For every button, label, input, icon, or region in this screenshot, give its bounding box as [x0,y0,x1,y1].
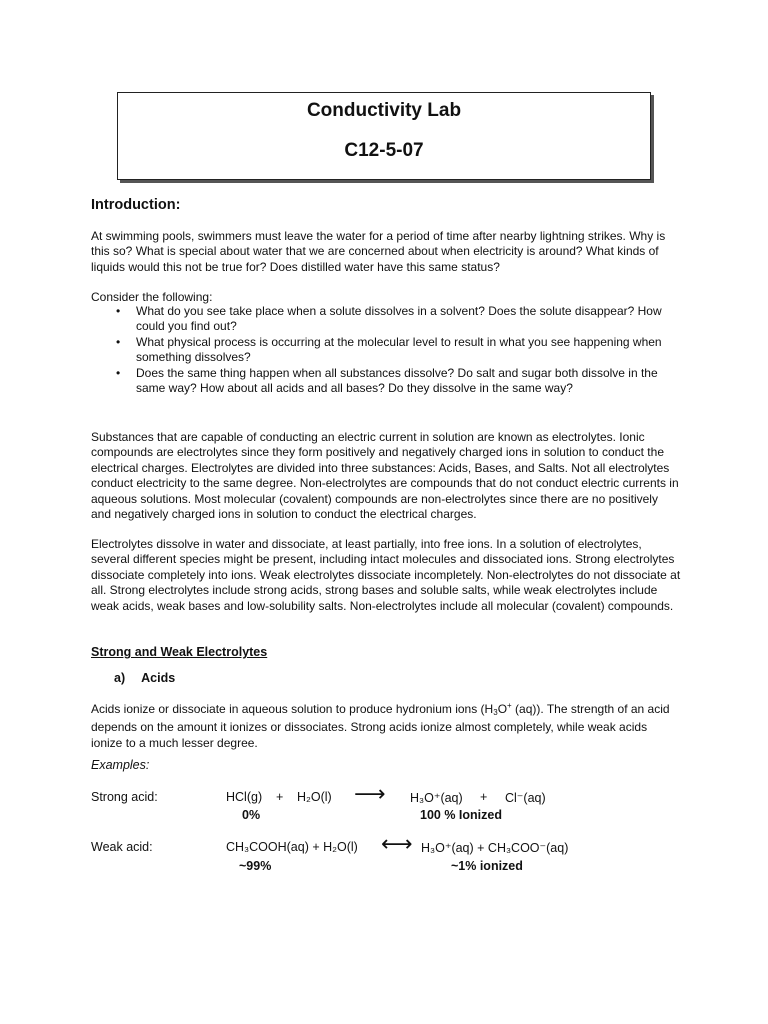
introduction-heading: Introduction: [91,197,181,213]
strong-reactant-2: H₂O(l) [297,790,332,804]
document-title: Conductivity Lab [306,100,462,121]
list-item-text: What do you see take place when a solute dissolves in a solvent? Does the solute disappear? How could you find out? [136,304,662,334]
dissociation-paragraph: Electrolytes dissolve in water and dissociate, at least partially, into free ions. In a solution of electrolytes, several different species might be present, including intact molecules and dissociated ions. Strong electrolytes dissociate completely into ions. Weak electrolytes dissociate incompletely. Non-electrolytes do not dissociate at all. Strong electrolytes include strong acids, strong bases and soluble salts, while weak electrolytes include weak acids, weak bases and low-solubility salts. Non-electrolytes include all molecular (covalent) compounds. [91,537,681,613]
acids-list-label: a) [114,671,126,685]
strong-reactant-percent: 0% [242,808,261,822]
weak-products: H₃O⁺(aq) + CH₃COO⁻(aq) [421,841,569,855]
list-item-text: Does the same thing happen when all substances dissolve? Do salt and sugar both dissolve in the same way? How about all acids and all bases? Do they dissolve in the same way? [136,365,658,396]
strong-acid-label: Strong acid: [91,790,158,804]
acids-paragraph: Acids ionize or dissociate in aqueous solution to produce hydronium ions ($H_3O^+$ (aq)). The strength of an acid depends on the amount it ionizes or dissociates. Strong acids ionize almost completely, while weak acids ionize to a much lesser degree. [91,701,670,750]
list-item [91,335,681,366]
equilibrium-arrow-icon: ⟷ [381,831,413,856]
examples-label: Examples: [91,758,150,772]
acids-title: Acids [141,671,176,685]
list-item-text: What physical process is occurring at the molecular level to result in what you see happening when something dissolves? [136,334,662,365]
bullet-icon: • [116,365,121,380]
strong-plus-1: + [276,790,284,804]
strong-product-percent: 100 % Ionized [420,808,502,822]
document-code: C12-5-07 [344,140,424,161]
weak-reactant-percent: ~99% [239,859,272,873]
list-item [91,304,681,335]
strong-weak-heading: Strong and Weak Electrolytes [91,645,268,659]
forward-arrow-icon: ⟶ [354,781,386,806]
strong-product-1: H₃O⁺(aq) [410,791,463,805]
question-list [91,304,681,396]
title-box [117,92,651,180]
electrolytes-paragraph: Substances that are capable of conducting an electric current in solution are known as electrolytes. Ionic compounds are electrolytes since they form positively and negatively charged ions in solution to conduct the electrical charges. Electrolytes are divided into three substances: Acids, Bases, and Salts. Not all electrolytes conduct electricity to the same degree. Non-electrolytes are compounds that do not conduct electric currents in aqueous solutions. Most molecular (covalent) compounds are non-electrolytes since there are no positively and negatively charged ions in solution to conduct the electrical charges. [91,430,679,522]
consider-label: Consider the following: [91,290,213,304]
bullet-icon: • [116,304,121,318]
weak-product-percent: ~1% ionized [451,859,523,873]
strong-reactant-1: HCl(g) [226,790,263,804]
strong-plus-2: + [480,790,488,804]
acids-heading [114,671,175,685]
list-item [91,366,681,397]
strong-product-2: Cl⁻(aq) [505,791,546,805]
weak-acid-label: Weak acid: [91,840,153,854]
bullet-icon: • [116,334,121,349]
intro-paragraph-1: At swimming pools, swimmers must leave the water for a period of time after nearby lightning strikes. Why is this so? What is special about water that we are concerned about when electricity is around? What kinds of liquids would this not be true for? Does distilled water have this same status? [91,229,666,274]
weak-reactants: CH₃COOH(aq) + H₂O(l) [226,840,358,854]
